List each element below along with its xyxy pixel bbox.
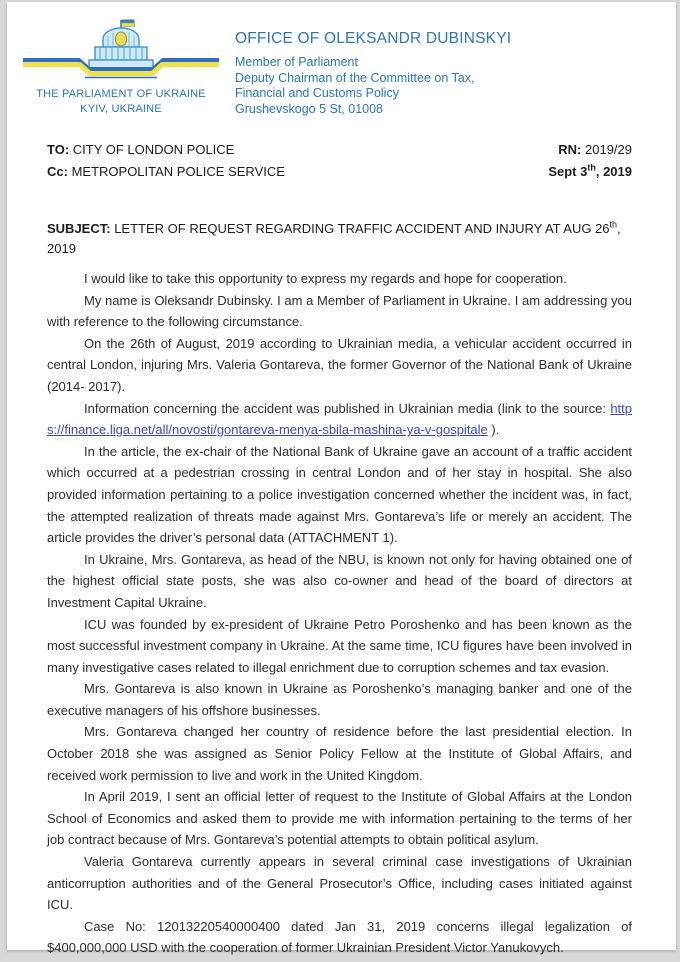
date-line: Sept 3th, 2019 xyxy=(548,162,632,179)
meta-block xyxy=(47,139,632,183)
paragraph-10: In April 2019, I sent an official letter of request to the Institute of Global Affairs at the London School of Economics and asked them to provide me with information pertaining to the terms of her job contract because of Mrs. Gontareva’s potential attempts to obtain political asylum. xyxy=(47,789,632,848)
paragraph-12: Case No: 12013220540000400 dated Jan 31, 2019 concerns illegal legalization of $400,000,000 USD with the cooperation of former Ukrainian President Victor Yanukovych. xyxy=(47,918,632,956)
paragraph-4: Information concerning the accident was published in Ukrainian media (link to the source: https://finance.liga.net/all/novosti/gontareva-menya-sbila-mashina-ya-v-gospitale ). xyxy=(47,400,632,438)
office-line-3: Financial and Customs Policy xyxy=(235,86,399,100)
logo-caption-line2: KYIV, UKRAINE xyxy=(80,103,162,115)
paragraph-3: On the 26th of August, 2019 according to Ukrainian media, a vehicular accident occurred in central London, injuring Mrs. Valeria Gontareva, the former Governor of the National Bank of Ukraine (2014- 2017). xyxy=(47,335,632,394)
letter-page xyxy=(7,2,676,956)
paragraph-1: I would like to take this opportunity to express my regards and hope for cooperation. xyxy=(84,271,567,286)
source-link[interactable]: https://finance.liga.net/all/novosti/gontareva-menya-sbila-mashina-ya-v-gospitale xyxy=(47,400,632,438)
letterhead xyxy=(7,2,676,117)
paragraph-2: My name is Oleksandr Dubinsky. I am a Member of Parliament in Ukraine. I am addressing you with reference to the following circumstance. xyxy=(47,292,632,330)
office-line-4: Grushevskogo 5 St, 01008 xyxy=(235,101,384,116)
office-line-1: Member of Parliament xyxy=(235,55,358,69)
to-line: TO: CITY OF LONDON POLICE xyxy=(47,142,235,157)
rn-line: RN: 2019/29 xyxy=(558,142,632,157)
paragraph-9: Mrs. Gontareva changed her country of residence before the last presidential election. In October 2018 she was assigned as Senior Policy Fellow at the Institute of Global Affairs, and received work permission to live and work in the United Kingdom. xyxy=(47,724,632,783)
cc-line: Cc: METROPOLITAN POLICE SERVICE xyxy=(47,164,285,179)
parliament-logo-block xyxy=(19,16,223,117)
paragraph-8: Mrs. Gontareva is also known in Ukraine as Poroshenko’s managing banker and one of the executive managers of his offshore businesses. xyxy=(47,681,632,718)
subject-line: SUBJECT: LETTER OF REQUEST REGARDING TRAFFIC ACCIDENT AND INJURY AT AUG 26th, 2019 xyxy=(47,219,621,256)
paragraph-5: In the article, the ex-chair of the National Bank of Ukraine gave an account of a traffic accident which occurred at a pedestrian crossing in central London and of her stay in hospital. She also provided information pertaining to a police investigation concerned whether the incident was, in fact, the attempted realization of threats made against Mrs. Gontareva’s life or merely an accident. The article provides the driver’s personal data (ATTACHMENT 1). xyxy=(47,443,632,546)
paragraph-7: ICU was founded by ex-president of Ukraine Petro Poroshenko and has been known as the most successful investment company in Ukraine. At the same time, ICU figures have been involved in many investigative cases related to illegal enrichment due to corruption schemes and tax evasion. xyxy=(47,616,632,675)
parliament-building-icon xyxy=(19,16,223,82)
office-title: OFFICE OF OLEKSANDR DUBINSKYI xyxy=(235,30,512,47)
paragraph-6: In Ukraine, Mrs. Gontareva, as head of the NBU, is known not only for having obtained one of the highest official state posts, she was also co-owner and head of the board of directors at Investment Capital Ukraine. xyxy=(47,551,632,610)
letter-body xyxy=(47,268,632,959)
logo-caption-line1: THE PARLIAMENT OF UKRAINE xyxy=(36,88,206,100)
paragraph-11: Valeria Gontareva currently appears in several criminal case investigations of Ukrainian anticorruption authorities and of the General Prosecutor’s Office, including cases initiated against ICU. xyxy=(47,854,632,913)
office-line-2: Deputy Chairman of the Committee on Tax, xyxy=(235,70,475,85)
office-block xyxy=(223,16,511,117)
